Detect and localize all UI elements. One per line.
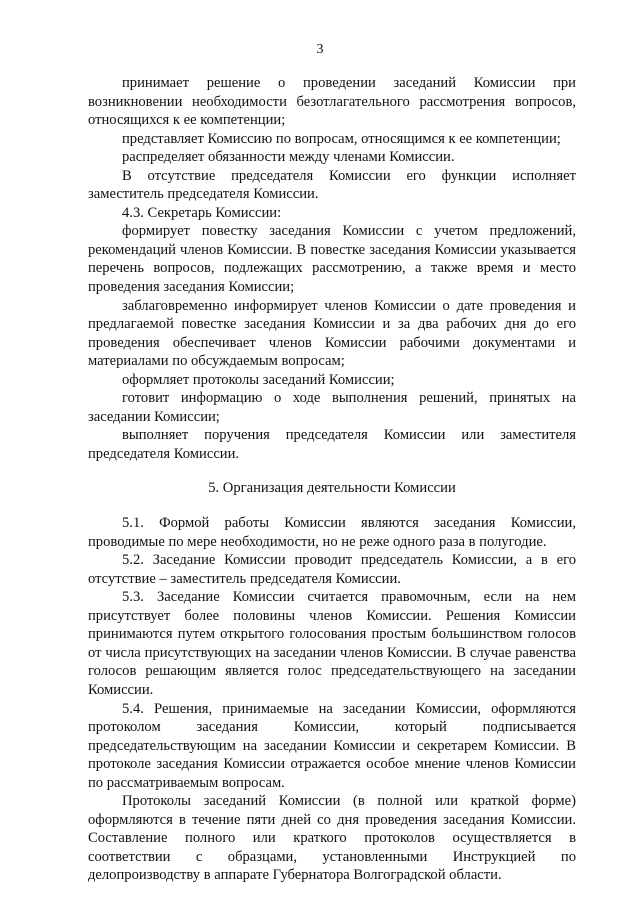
paragraph: готовит информацию о ходе выполнения решений, принятых на заседании Комиссии; xyxy=(88,390,576,425)
paragraph: распределяет обязанности между членами Комиссии. xyxy=(122,149,455,166)
document-body xyxy=(88,74,576,885)
paragraph: 5.1. Формой работы Комиссии являются заседания Комиссии, проводимые по мере необходимости, но не реже одного раза в полугодие. xyxy=(88,515,576,550)
paragraph: заблаговременно информирует членов Комиссии о дате проведения и предлагаемой повестке заседания Комиссии и за два рабочих дня до его проведения обеспечивает членов Комиссии рабочими документами и материалами по обсуждаемым вопросам; xyxy=(88,297,576,370)
section-title: 5. Организация деятельности Комиссии xyxy=(208,480,456,497)
paragraph: В отсутствие председателя Комиссии его функции исполняет заместитель председателя Комиссии. xyxy=(88,167,576,203)
paragraph: 5.4. Решения, принимаемые на заседании Комиссии, оформляются протоколом заседания Комиссии, который подписывается председательствующим на заседании Комиссии и секретарем Комиссии. В протоколе заседания Комиссии отражается особое мнение членов Комиссии по рассматриваемым вопросам. xyxy=(88,700,576,791)
paragraph: 5.3. Заседание Комиссии считается правомочным, если на нем присутствует более половины членов Комиссии. Решения Комиссии принимаются путем открытого голосования простым большинством голосов от числа присутствующих на заседании членов Комиссии. В случае равенства голосов решающим является голос председательствующего на заседании Комиссии. xyxy=(88,589,576,698)
paragraph: представляет Комиссию по вопросам, относящимся к ее компетенции; xyxy=(122,130,561,147)
paragraph: формирует повестку заседания Комиссии с учетом предложений, рекомендаций членов Комиссии. В повестке заседания Комиссии указывается перечень вопросов, подлежащих рассмотрению, а также время и место проведения заседания Комиссии; xyxy=(88,223,576,296)
paragraph: принимает решение о проведении заседаний Комиссии при возникновении необходимости безотлагательного рассмотрения вопросов, относящихся к ее компетенции; xyxy=(88,75,576,129)
paragraph: выполняет поручения председателя Комиссии или заместителя председателя Комиссии. xyxy=(88,427,576,462)
paragraph: 4.3. Секретарь Комиссии: xyxy=(122,204,282,221)
paragraph: 5.2. Заседание Комиссии проводит председатель Комиссии, а в его отсутствие – заместитель председателя Комиссии. xyxy=(88,552,576,587)
paragraph: Протоколы заседаний Комиссии (в полной или краткой форме) оформляются в течение пяти дней со дня проведения заседания Комиссии. Составление полного или краткого протоколов осуществляется в соответствии с образцами, установленными Инструкцией по делопроизводству в аппарате Губернатора Волгоградской области. xyxy=(88,793,576,884)
page-number: 3 xyxy=(316,42,324,57)
paragraph: оформляет протоколы заседаний Комиссии; xyxy=(122,371,395,388)
